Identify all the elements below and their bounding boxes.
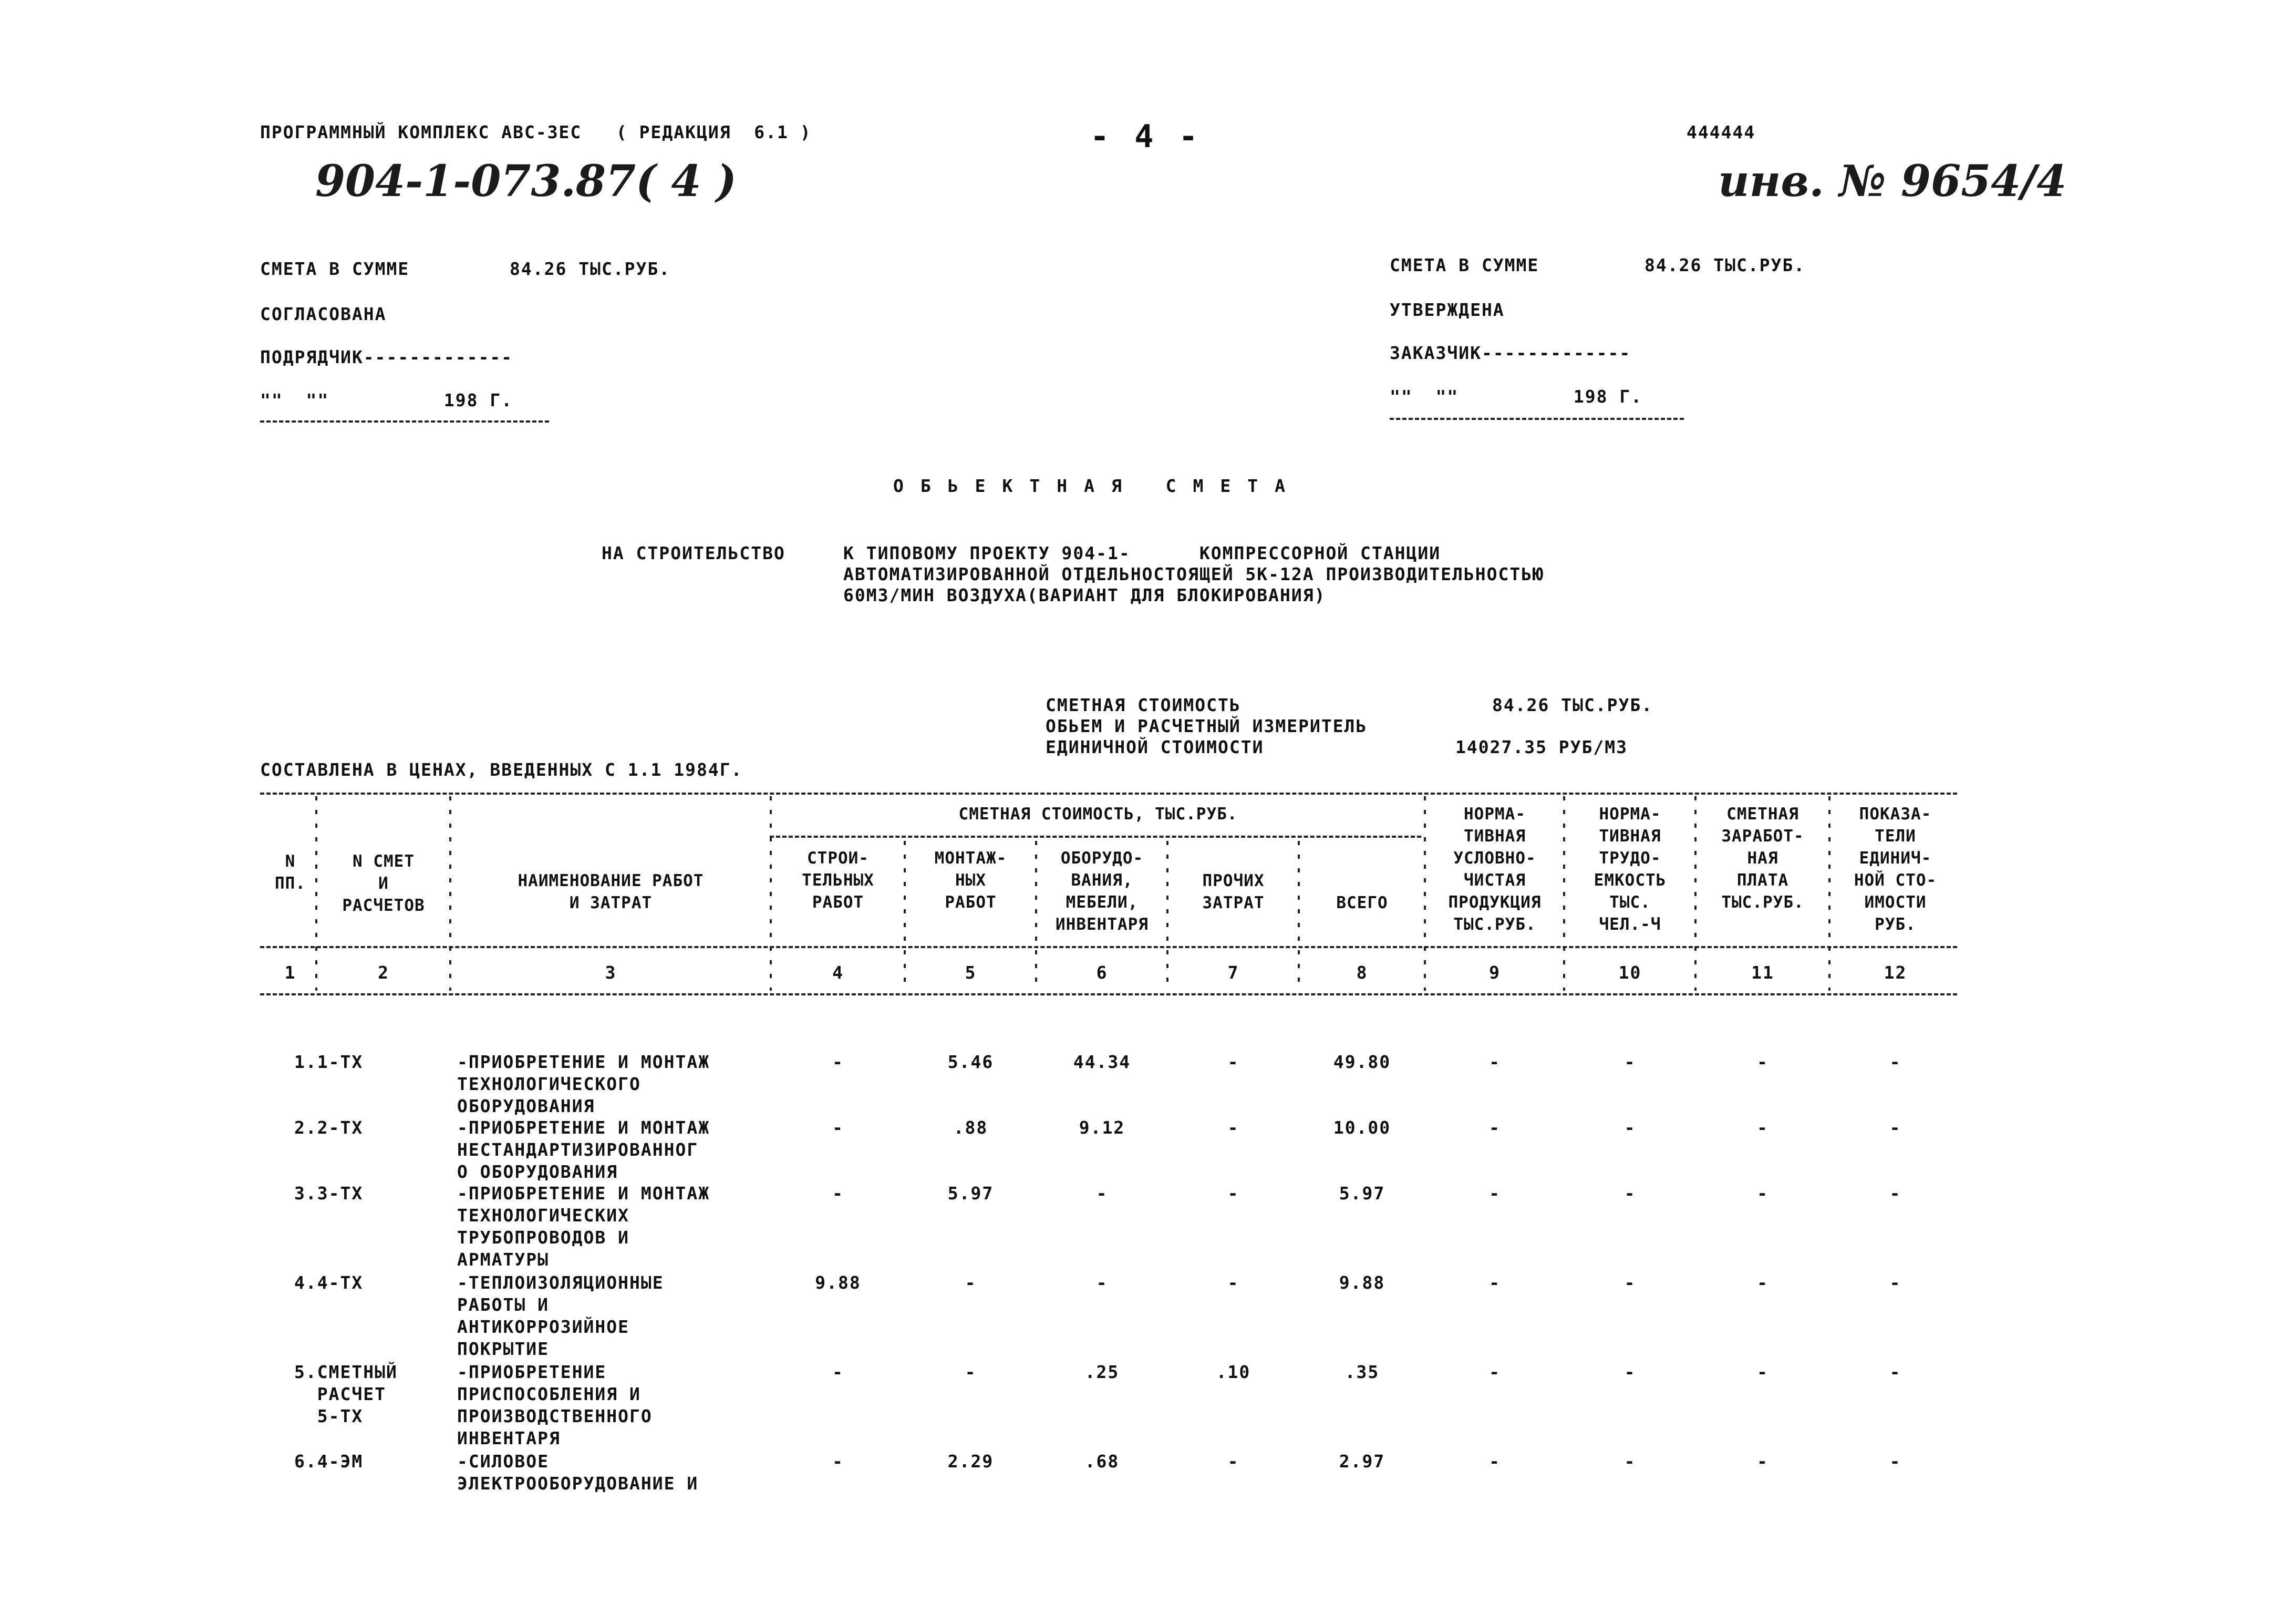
column-number: 7 xyxy=(1227,962,1239,983)
cell-other: - xyxy=(1227,1117,1239,1138)
column-number: 12 xyxy=(1884,962,1907,983)
header-other: ПРОЧИХ ЗАТРАТ xyxy=(1202,871,1265,912)
header-bottom-rule xyxy=(260,946,1957,948)
cell-labor-intensity: - xyxy=(1624,1117,1636,1138)
subtitle-label: НА СТРОИТЕЛЬСТВО xyxy=(602,543,785,563)
cell-equipment: .68 xyxy=(1084,1451,1120,1472)
cell-net-product: - xyxy=(1489,1183,1501,1204)
header-row-number: N ПП. xyxy=(275,852,306,893)
cell-equipment: 9.12 xyxy=(1079,1117,1125,1138)
cell-equipment: 44.34 xyxy=(1073,1052,1131,1072)
prices-note: СОСТАВЛЕНА В ЦЕНАХ, ВВЕДЕННЫХ С 1.1 1984Г. xyxy=(260,759,743,780)
header-cost-group: СМЕТНАЯ СТОИМОСТЬ, ТЫС.РУБ. xyxy=(958,805,1238,824)
column-separator xyxy=(1166,841,1168,991)
cell-total: 49.80 xyxy=(1333,1052,1391,1072)
cell-work-name: -ПРИОБРЕТЕНИЕ И МОНТАЖ ТЕХНОЛОГИЧЕСКИХ ТРУБОПРОВОДОВ И АРМАТУРЫ xyxy=(457,1183,710,1270)
volume-value: 14027.35 РУБ/М3 xyxy=(1455,737,1628,757)
cell-installation: - xyxy=(965,1272,977,1293)
cell-construction: 9.88 xyxy=(815,1272,861,1293)
cell-installation: 5.46 xyxy=(947,1052,994,1072)
agreed-label: СОГЛАСОВАНА xyxy=(260,304,387,324)
left-sum-value: 84.26 ТЫС.РУБ. xyxy=(510,259,671,279)
page-number: - 4 - xyxy=(1090,118,1201,155)
subtitle-line-2: АВТОМАТИЗИРОВАННОЙ ОТДЕЛЬНОСТОЯЩЕЙ 5К-12А ПРОИЗВОДИТЕЛЬНОСТЬЮ xyxy=(843,564,1544,584)
header-total: ВСЕГО xyxy=(1336,893,1388,912)
contractor-line: ПОДРЯДЧИК------------- xyxy=(260,347,513,367)
cell-estimate-number: 2.2-ТХ xyxy=(294,1117,364,1138)
cell-total: 9.88 xyxy=(1339,1272,1385,1293)
cell-estimate-number: 1.1-ТХ xyxy=(294,1052,364,1072)
cell-labor-intensity: - xyxy=(1624,1183,1636,1204)
header-wages: СМЕТНАЯ ЗАРАБОТ- НАЯ ПЛАТА ТЫС.РУБ. xyxy=(1721,805,1804,912)
group-header-rule xyxy=(770,836,1421,838)
cell-other: - xyxy=(1227,1451,1239,1472)
cell-total: 2.97 xyxy=(1339,1451,1385,1472)
column-number: 5 xyxy=(965,962,977,983)
cell-work-name: -СИЛОВОЕ ЭЛЕКТРООБОРУДОВАНИЕ И xyxy=(457,1451,699,1494)
cell-total: 5.97 xyxy=(1339,1183,1385,1204)
cell-equipment: - xyxy=(1096,1183,1108,1204)
right-date-line: "" "" 198 Г. xyxy=(1390,386,1643,407)
cell-installation: .88 xyxy=(953,1117,988,1138)
cell-other: - xyxy=(1227,1272,1239,1293)
cell-net-product: - xyxy=(1489,1117,1501,1138)
column-separator xyxy=(1563,796,1565,991)
program-header: ПРОГРАММНЫЙ КОМПЛЕКС АВС-ЗЕС ( РЕДАКЦИЯ 6.1 ) xyxy=(260,122,812,142)
cell-estimate-number: 5.СМЕТНЫЙ РАСЧЕТ 5-ТХ xyxy=(294,1362,398,1426)
column-number: 3 xyxy=(605,962,617,983)
left-signature-rule xyxy=(260,420,549,423)
volume-label-2: ЕДИНИЧНОЙ СТОИМОСТИ xyxy=(1046,737,1264,757)
cell-unit-cost: - xyxy=(1889,1451,1901,1472)
column-separator xyxy=(1828,796,1830,991)
cell-net-product: - xyxy=(1489,1052,1501,1072)
right-sum-label: СМЕТА В СУММЕ xyxy=(1390,255,1539,275)
cell-construction: - xyxy=(832,1451,844,1472)
table-top-rule xyxy=(260,793,1957,795)
cell-other: .10 xyxy=(1216,1362,1251,1382)
cell-construction: - xyxy=(832,1183,844,1204)
cell-estimate-number: 4.4-ТХ xyxy=(294,1272,364,1293)
cell-wages: - xyxy=(1757,1183,1768,1204)
cell-work-name: -ПРИОБРЕТЕНИЕ И МОНТАЖ ТЕХНОЛОГИЧЕСКОГО ОБОРУДОВАНИЯ xyxy=(457,1052,710,1116)
volume-label-1: ОБЬЕМ И РАСЧЕТНЫЙ ИЗМЕРИТЕЛЬ xyxy=(1046,716,1368,736)
column-number: 11 xyxy=(1751,962,1774,983)
customer-line: ЗАКАЗЧИК------------- xyxy=(1390,343,1631,363)
left-date-line: "" "" 198 Г. xyxy=(260,390,513,410)
cell-labor-intensity: - xyxy=(1624,1272,1636,1293)
cell-work-name: -ПРИОБРЕТЕНИЕ И МОНТАЖ НЕСТАНДАРТИЗИРОВАННОГ О ОБОРУДОВАНИЯ xyxy=(457,1117,710,1182)
cell-installation: - xyxy=(965,1362,977,1382)
cell-total: 10.00 xyxy=(1333,1117,1391,1138)
column-number: 1 xyxy=(284,962,296,983)
column-number: 2 xyxy=(378,962,389,983)
cell-other: - xyxy=(1227,1052,1239,1072)
header-labor-intensity: НОРМА- ТИВНАЯ ТРУДО- ЕМКОСТЬ ТЫС. ЧЕЛ.-Ч xyxy=(1594,805,1667,934)
cell-work-name: -ТЕПЛОИЗОЛЯЦИОННЫЕ РАБОТЫ И АНТИКОРРОЗИЙНОЕ ПОКРЫТИЕ xyxy=(457,1272,664,1359)
column-number: 4 xyxy=(832,962,844,983)
column-number-rule xyxy=(260,993,1957,995)
cell-installation: 2.29 xyxy=(947,1451,994,1472)
cell-unit-cost: - xyxy=(1889,1183,1901,1204)
header-installation: МОНТАЖ- НЫХ РАБОТ xyxy=(934,849,1007,912)
header-estimate-number: N СМЕТ И РАСЧЕТОВ xyxy=(342,852,425,915)
cell-labor-intensity: - xyxy=(1624,1052,1636,1072)
cell-net-product: - xyxy=(1489,1272,1501,1293)
cell-equipment: - xyxy=(1096,1272,1108,1293)
header-net-product: НОРМА- ТИВНАЯ УСЛОВНО- ЧИСТАЯ ПРОДУКЦИЯ ТЫС.РУБ. xyxy=(1448,805,1542,934)
cell-other: - xyxy=(1227,1183,1239,1204)
cell-construction: - xyxy=(832,1117,844,1138)
cell-unit-cost: - xyxy=(1889,1272,1901,1293)
right-sum-value: 84.26 ТЫС.РУБ. xyxy=(1645,255,1806,275)
header-construction: СТРОИ- ТЕЛЬНЫХ РАБОТ xyxy=(802,849,874,912)
cell-installation: 5.97 xyxy=(947,1183,994,1204)
document-code: 444444 xyxy=(1687,122,1756,142)
subtitle-line-3: 60М3/МИН ВОЗДУХА(ВАРИАНТ ДЛЯ БЛОКИРОВАНИЯ) xyxy=(843,585,1326,605)
column-separator xyxy=(1035,841,1037,991)
column-number: 10 xyxy=(1618,962,1642,983)
cell-net-product: - xyxy=(1489,1362,1501,1382)
cell-work-name: -ПРИОБРЕТЕНИЕ ПРИСПОСОБЛЕНИЯ И ПРОИЗВОДСТВЕННОГО ИНВЕНТАРЯ xyxy=(457,1362,653,1448)
cell-wages: - xyxy=(1757,1451,1768,1472)
cost-label: СМЕТНАЯ СТОИМОСТЬ xyxy=(1046,695,1241,715)
header-unit-cost: ПОКАЗА- ТЕЛИ ЕДИНИЧ- НОЙ СТО- ИМОСТИ РУБ. xyxy=(1854,805,1937,934)
cell-labor-intensity: - xyxy=(1624,1451,1636,1472)
cell-wages: - xyxy=(1757,1117,1768,1138)
column-separator xyxy=(1694,796,1697,991)
cell-estimate-number: 3.3-ТХ xyxy=(294,1183,364,1204)
cell-equipment: .25 xyxy=(1084,1362,1120,1382)
cell-wages: - xyxy=(1757,1052,1768,1072)
header-work-name: НАИМЕНОВАНИЕ РАБОТ И ЗАТРАТ xyxy=(518,871,704,912)
column-separator xyxy=(449,796,451,991)
column-separator xyxy=(904,841,906,991)
cell-construction: - xyxy=(832,1362,844,1382)
left-sum-label: СМЕТА В СУММЕ xyxy=(260,259,410,279)
approved-label: УТВЕРЖДЕНА xyxy=(1390,300,1505,320)
cell-total: .35 xyxy=(1344,1362,1380,1382)
column-separator xyxy=(1298,841,1300,991)
cell-wages: - xyxy=(1757,1272,1768,1293)
subtitle-line-1: К ТИПОВОМУ ПРОЕКТУ 904-1- КОМПРЕССОРНОЙ СТАНЦИИ xyxy=(843,543,1441,563)
handwritten-inventory-number: инв. № 9654/4 xyxy=(1718,156,2067,207)
cell-unit-cost: - xyxy=(1889,1052,1901,1072)
column-separator xyxy=(770,796,772,991)
column-number: 8 xyxy=(1356,962,1368,983)
cell-net-product: - xyxy=(1489,1451,1501,1472)
header-equipment: ОБОРУДО- ВАНИЯ, МЕБЕЛИ, ИНВЕНТАРЯ xyxy=(1056,849,1149,934)
column-number: 9 xyxy=(1489,962,1501,983)
column-separator xyxy=(315,796,317,991)
cost-value: 84.26 ТЫС.РУБ. xyxy=(1492,695,1653,715)
document-title: ОБЬЕКТНАЯ СМЕТА xyxy=(893,476,1302,496)
column-number: 6 xyxy=(1096,962,1108,983)
handwritten-project-number: 904-1-073.87( 4 ) xyxy=(315,156,737,207)
cell-construction: - xyxy=(832,1052,844,1072)
right-signature-rule xyxy=(1390,418,1684,420)
cell-estimate-number: 6.4-ЭМ xyxy=(294,1451,364,1472)
cell-unit-cost: - xyxy=(1889,1362,1901,1382)
column-separator xyxy=(1424,796,1426,991)
cell-wages: - xyxy=(1757,1362,1768,1382)
cell-labor-intensity: - xyxy=(1624,1362,1636,1382)
cell-unit-cost: - xyxy=(1889,1117,1901,1138)
